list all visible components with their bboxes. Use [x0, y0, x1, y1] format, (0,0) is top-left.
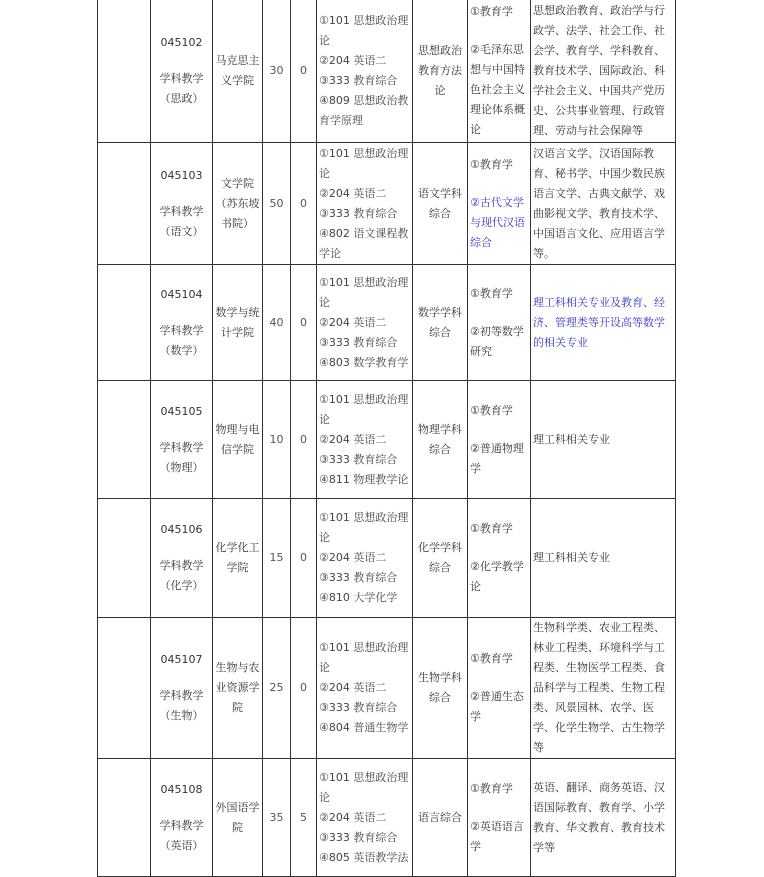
exempt-count: 5	[291, 759, 317, 877]
exam-subjects-cell	[317, 381, 413, 499]
major-name: 学科教学	[159, 204, 204, 218]
exempt-count: 0	[291, 143, 317, 265]
equivalent-subjects-cell	[468, 0, 531, 143]
equivalent-subjects-cell	[468, 143, 531, 265]
college-cell: 马克思主义学院	[213, 0, 263, 143]
exam-subjects-cell	[317, 618, 413, 759]
exam-subject: ②204 英语二	[319, 186, 387, 200]
blank-cell	[98, 143, 151, 265]
exam-subject: ③333 教育综合	[319, 452, 398, 466]
requirements-cell: 英语、翻译、商务英语、汉语国际教育、教育学、小学教育、华文教育、教育技术学等	[531, 759, 676, 877]
exam-subject: ④811 物理教学论	[319, 472, 409, 486]
table-row	[98, 618, 676, 759]
major-name: 学科教学	[159, 323, 204, 337]
major-code-cell	[151, 265, 213, 381]
blank-cell	[98, 0, 151, 143]
equivalent-subject: ②毛泽东思想与中国特色社会主义理论体系概论	[470, 42, 525, 136]
equivalent-subject: ①教育学	[470, 286, 513, 300]
exam-subject: ③333 教育综合	[319, 571, 398, 584]
exam-subject: ③333 教育综合	[319, 335, 398, 349]
equivalent-subject: ①教育学	[470, 781, 513, 795]
major-code: 045105	[160, 404, 203, 418]
major-code-cell	[151, 499, 213, 618]
exam-subject: ②204 英语二	[319, 432, 387, 446]
major-name: 学科教学	[159, 818, 204, 832]
retest-subject-cell: 生物学科综合	[413, 618, 468, 759]
exam-subject: ②204 英语二	[319, 551, 387, 564]
exempt-count: 0	[291, 0, 317, 143]
major-code: 045106	[160, 523, 203, 536]
major-code-cell	[151, 381, 213, 499]
major-direction: （语文）	[159, 224, 204, 238]
major-name: 学科教学	[159, 559, 204, 572]
college-cell: 物理与电信学院	[213, 381, 263, 499]
retest-subject-cell: 语言综合	[413, 759, 468, 877]
retest-subject-cell: 思想政治教育方法论	[413, 0, 468, 143]
major-code-cell	[151, 0, 213, 143]
table-row	[98, 759, 676, 877]
equivalent-subject: ①教育学	[470, 403, 513, 417]
blank-cell	[98, 618, 151, 759]
table-row	[98, 143, 676, 265]
table-row	[98, 265, 676, 381]
major-direction: （思政）	[159, 91, 204, 105]
major-direction: （英语）	[159, 838, 204, 852]
major-code: 045108	[160, 782, 203, 796]
exam-subject: ③333 教育综合	[319, 701, 398, 714]
enroll-count: 25	[263, 618, 291, 759]
college-cell: 数学与统计学院	[213, 265, 263, 381]
equivalent-subject: ①教育学	[470, 652, 513, 665]
equivalent-subjects-cell	[468, 759, 531, 877]
major-code-cell	[151, 143, 213, 265]
major-direction: （化学）	[159, 579, 204, 592]
equivalent-subject: ②普通物理学	[470, 441, 524, 475]
exam-subject: ④802 语文课程教学论	[319, 226, 409, 260]
blank-cell	[98, 759, 151, 877]
equivalent-subjects-cell	[468, 381, 531, 499]
exam-subjects-cell	[317, 0, 413, 143]
enroll-count: 15	[263, 499, 291, 618]
equivalent-subject: ①教育学	[470, 157, 513, 171]
requirements-cell: 思想政治教育、政治学与行政学、法学、社会工作、社会学、教育学、学科教育、教育技术学、国际政治、科学社会主义、中国共产党历史、公共事业管理、行政管理、劳动与社会保障等	[531, 0, 676, 143]
major-direction: （生物）	[159, 709, 204, 722]
major-name: 学科教学	[159, 689, 204, 702]
blank-cell	[98, 265, 151, 381]
requirements-cell: 生物科学类、农业工程类、林业工程类、环境科学与工程类、生物医学工程类、食品科学与工程类、生物工程类、风景园林、农学、医学、化学生物学、古生物学等	[531, 618, 676, 759]
major-code-cell	[151, 618, 213, 759]
exam-subject: ④805 英语教学法	[319, 850, 409, 864]
exam-subject: ③333 教育综合	[319, 73, 398, 87]
enroll-count: 35	[263, 759, 291, 877]
exam-subject: ①101 思想政治理论	[319, 641, 409, 674]
blank-cell	[98, 499, 151, 618]
requirements-cell: 汉语言文学、汉语国际教育、秘书学、中国少数民族语言文学、古典文献学、戏曲影视文学、教育技术学、中国语言文化、应用语言学等。	[531, 143, 676, 265]
table-row	[98, 381, 676, 499]
exam-subject: ①101 思想政治理论	[319, 275, 409, 309]
major-code: 045107	[160, 653, 203, 666]
major-name: 学科教学	[159, 440, 204, 454]
exam-subjects-cell	[317, 265, 413, 381]
admissions-table	[97, 0, 676, 877]
enroll-count: 40	[263, 265, 291, 381]
equivalent-subjects-cell	[468, 265, 531, 381]
requirements-cell[interactable]: 理工科相关专业及教育、经济、管理类等开设高等数学的相关专业	[531, 265, 676, 381]
college-cell: 化学化工学院	[213, 499, 263, 618]
major-code-cell	[151, 759, 213, 877]
equivalent-subjects-cell	[468, 618, 531, 759]
exam-subject: ①101 思想政治理论	[319, 511, 409, 544]
exam-subject: ①101 思想政治理论	[319, 13, 409, 47]
blank-cell	[98, 381, 151, 499]
exam-subject: ①101 思想政治理论	[319, 146, 409, 180]
requirements-cell: 理工科相关专业	[531, 381, 676, 499]
equivalent-subject: ②化学教学论	[470, 560, 524, 593]
exempt-count: 0	[291, 381, 317, 499]
requirements-cell: 理工科相关专业	[531, 499, 676, 618]
exam-subject: ②204 英语二	[319, 681, 387, 694]
exam-subject: ②204 英语二	[319, 53, 387, 67]
exam-subject: ②204 英语二	[319, 315, 387, 329]
exam-subject: ③333 教育综合	[319, 206, 398, 220]
exam-subject: ③333 教育综合	[319, 830, 398, 844]
retest-subject-cell: 化学学科综合	[413, 499, 468, 618]
exempt-count: 0	[291, 265, 317, 381]
major-name: 学科教学	[159, 71, 204, 85]
major-code: 045104	[160, 287, 203, 301]
college-cell: 文学院（苏东坡书院）	[213, 143, 263, 265]
equivalent-subject: ②普通生态学	[470, 690, 524, 723]
exempt-count: 0	[291, 618, 317, 759]
enroll-count: 30	[263, 0, 291, 143]
retest-subject-cell: 物理学科综合	[413, 381, 468, 499]
retest-subject-cell: 语文学科综合	[413, 143, 468, 265]
major-code: 045102	[160, 35, 203, 49]
exam-subjects-cell	[317, 499, 413, 618]
major-direction: （物理）	[159, 460, 204, 474]
exam-subject: ④803 数学教育学	[319, 355, 409, 369]
equivalent-subject: ②英语语言学	[470, 819, 524, 853]
table-row	[98, 0, 676, 143]
enroll-count: 10	[263, 381, 291, 499]
exam-subject: ④809 思想政治教育学原理	[319, 93, 409, 127]
table-row	[98, 499, 676, 618]
college-cell: 生物与农业资源学院	[213, 618, 263, 759]
equivalent-subject: ②初等数学研究	[470, 324, 524, 358]
major-direction: （数学）	[159, 343, 204, 357]
exam-subject: ①101 思想政治理论	[319, 392, 409, 426]
exam-subjects-cell	[317, 143, 413, 265]
equivalent-subject[interactable]: ②古代文学与现代汉语综合	[470, 195, 525, 249]
exam-subject: ①101 思想政治理论	[319, 770, 409, 804]
exam-subject: ②204 英语二	[319, 810, 387, 824]
major-code: 045103	[160, 168, 203, 182]
equivalent-subject: ①教育学	[470, 522, 513, 535]
exempt-count: 0	[291, 499, 317, 618]
equivalent-subjects-cell	[468, 499, 531, 618]
college-cell: 外国语学院	[213, 759, 263, 877]
retest-subject-cell: 数学学科综合	[413, 265, 468, 381]
exam-subject: ④810 大学化学	[319, 591, 398, 604]
equivalent-subject: ①教育学	[470, 4, 513, 18]
exam-subject: ④804 普通生物学	[319, 721, 409, 734]
enroll-count: 50	[263, 143, 291, 265]
exam-subjects-cell	[317, 759, 413, 877]
